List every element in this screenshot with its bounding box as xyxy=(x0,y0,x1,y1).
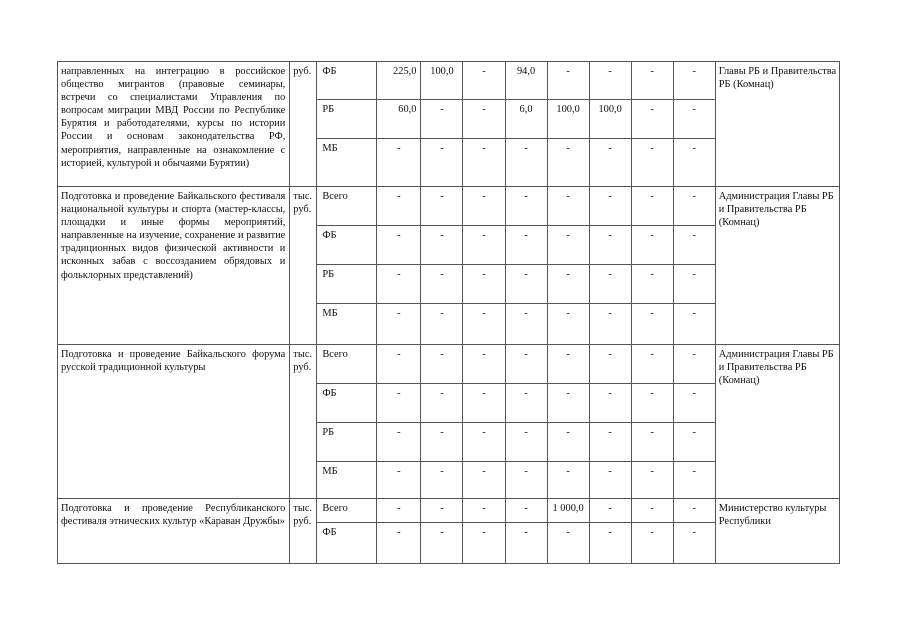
table-row xyxy=(58,187,840,226)
measure-unit: руб. xyxy=(290,62,317,187)
funding-source: ФБ xyxy=(317,62,377,100)
year-value: - xyxy=(673,100,715,139)
year-value: - xyxy=(673,265,715,304)
year-value: - xyxy=(673,523,715,564)
year-value: - xyxy=(421,423,463,462)
year-value: - xyxy=(673,226,715,265)
year-value: - xyxy=(589,462,631,499)
funding-source: РБ xyxy=(317,423,377,462)
year-value: - xyxy=(505,187,547,226)
year-value: - xyxy=(421,384,463,423)
funding-source: РБ xyxy=(317,265,377,304)
year-value: - xyxy=(377,523,421,564)
year-value: - xyxy=(547,423,589,462)
year-value: - xyxy=(505,139,547,187)
measure-name: Подготовка и проведение Байкальского форума русской традиционной культуры xyxy=(58,345,290,499)
year-value: - xyxy=(463,462,505,499)
year-value: - xyxy=(589,523,631,564)
table-row xyxy=(58,62,840,100)
year-value: - xyxy=(377,265,421,304)
funding-source: Всего xyxy=(317,187,377,226)
year-value: - xyxy=(589,384,631,423)
funding-source: МБ xyxy=(317,139,377,187)
year-value: - xyxy=(463,423,505,462)
funding-source: МБ xyxy=(317,304,377,345)
measure-name: Подготовка и проведение Республиканского фестиваля этнических культур «Караван Дружбы» xyxy=(58,499,290,564)
year-value: - xyxy=(505,345,547,384)
year-value: - xyxy=(463,523,505,564)
year-value: - xyxy=(631,304,673,345)
year-value: - xyxy=(421,139,463,187)
year-value: - xyxy=(505,384,547,423)
year-value: - xyxy=(547,462,589,499)
year-value: - xyxy=(673,462,715,499)
year-value: - xyxy=(631,462,673,499)
year-value: - xyxy=(673,423,715,462)
year-value: - xyxy=(589,265,631,304)
year-value: - xyxy=(377,462,421,499)
year-value: - xyxy=(589,187,631,226)
measure-unit: тыс. руб. xyxy=(290,499,317,564)
year-value: - xyxy=(547,226,589,265)
table-row xyxy=(58,345,840,384)
year-value: - xyxy=(377,345,421,384)
year-value: - xyxy=(377,304,421,345)
year-value: - xyxy=(377,423,421,462)
funding-source: ФБ xyxy=(317,226,377,265)
year-value: - xyxy=(589,139,631,187)
year-value: - xyxy=(547,304,589,345)
year-value: - xyxy=(377,499,421,523)
budget-table xyxy=(57,61,840,564)
year-value: - xyxy=(631,187,673,226)
year-value: - xyxy=(673,187,715,226)
year-value: - xyxy=(589,423,631,462)
executor: Министерство культуры Республики xyxy=(715,499,839,564)
year-value: - xyxy=(463,62,505,100)
year-value: - xyxy=(673,499,715,523)
year-value: - xyxy=(421,265,463,304)
year-value: - xyxy=(631,265,673,304)
year-value: - xyxy=(589,62,631,100)
executor: Администрация Главы РБ и Правительства РБ (Комнац) xyxy=(715,187,839,345)
year-value: 100,0 xyxy=(421,62,463,100)
year-value: - xyxy=(463,187,505,226)
year-value: - xyxy=(421,100,463,139)
year-value: - xyxy=(421,499,463,523)
year-value: - xyxy=(547,265,589,304)
year-value: 1 000,0 xyxy=(547,499,589,523)
year-value: 60,0 xyxy=(377,100,421,139)
year-value: 100,0 xyxy=(589,100,631,139)
executor: Главы РБ и Правительства РБ (Комнац) xyxy=(715,62,839,187)
year-value: - xyxy=(631,499,673,523)
year-value: 225,0 xyxy=(377,62,421,100)
year-value: - xyxy=(589,304,631,345)
measure-unit: тыс. руб. xyxy=(290,345,317,499)
funding-source: ФБ xyxy=(317,384,377,423)
year-value: - xyxy=(589,345,631,384)
table-row xyxy=(58,499,840,523)
year-value: - xyxy=(463,499,505,523)
year-value: - xyxy=(463,384,505,423)
year-value: - xyxy=(421,462,463,499)
year-value: - xyxy=(673,62,715,100)
year-value: - xyxy=(463,304,505,345)
year-value: - xyxy=(673,139,715,187)
year-value: - xyxy=(421,187,463,226)
year-value: - xyxy=(505,523,547,564)
year-value: 94,0 xyxy=(505,62,547,100)
year-value: - xyxy=(505,265,547,304)
funding-source: ФБ xyxy=(317,523,377,564)
year-value: 100,0 xyxy=(547,100,589,139)
year-value: - xyxy=(547,62,589,100)
year-value: - xyxy=(377,384,421,423)
year-value: - xyxy=(463,265,505,304)
measure-unit: тыс. руб. xyxy=(290,187,317,345)
year-value: - xyxy=(377,226,421,265)
year-value: - xyxy=(631,62,673,100)
year-value: - xyxy=(377,139,421,187)
year-value: - xyxy=(505,462,547,499)
year-value: - xyxy=(421,226,463,265)
year-value: - xyxy=(547,384,589,423)
year-value: - xyxy=(463,226,505,265)
year-value: - xyxy=(631,523,673,564)
measure-name: направленных на интеграцию в российское общество мигрантов (правовые семинары, встречи со специалистами Управления по вопросам миграции МВД России по Республике Бурятия и работодателями, курсы по истории России и основам законодательства РФ, мероприятия, направленные на ознакомление с историей, культурой и обычаями Бурятии) xyxy=(58,62,290,187)
year-value: - xyxy=(377,187,421,226)
year-value: - xyxy=(547,187,589,226)
funding-source: РБ xyxy=(317,100,377,139)
year-value: - xyxy=(631,423,673,462)
year-value: - xyxy=(505,499,547,523)
year-value: - xyxy=(421,345,463,384)
year-value: - xyxy=(505,226,547,265)
year-value: - xyxy=(673,345,715,384)
year-value: - xyxy=(631,384,673,423)
year-value: - xyxy=(631,139,673,187)
funding-source: Всего xyxy=(317,499,377,523)
year-value: - xyxy=(463,139,505,187)
funding-source: МБ xyxy=(317,462,377,499)
year-value: - xyxy=(589,226,631,265)
year-value: - xyxy=(547,523,589,564)
measure-name: Подготовка и проведение Байкальского фестиваля национальной культуры и спорта (мастер-классы, площадки и иные формы мероприятий, направленные на изучение, сохранение и развитие традиционных видов физической активности и исконных забав с воссозданием обрядовых и фольклорных представлений) xyxy=(58,187,290,345)
year-value: - xyxy=(421,304,463,345)
year-value: - xyxy=(421,523,463,564)
year-value: - xyxy=(631,100,673,139)
year-value: - xyxy=(547,345,589,384)
year-value: - xyxy=(547,139,589,187)
year-value: - xyxy=(589,499,631,523)
funding-source: Всего xyxy=(317,345,377,384)
year-value: - xyxy=(673,384,715,423)
year-value: - xyxy=(463,100,505,139)
executor: Администрация Главы РБ и Правительства РБ (Комнац) xyxy=(715,345,839,499)
year-value: - xyxy=(505,423,547,462)
year-value: 6,0 xyxy=(505,100,547,139)
year-value: - xyxy=(631,345,673,384)
year-value: - xyxy=(463,345,505,384)
year-value: - xyxy=(631,226,673,265)
year-value: - xyxy=(673,304,715,345)
year-value: - xyxy=(505,304,547,345)
